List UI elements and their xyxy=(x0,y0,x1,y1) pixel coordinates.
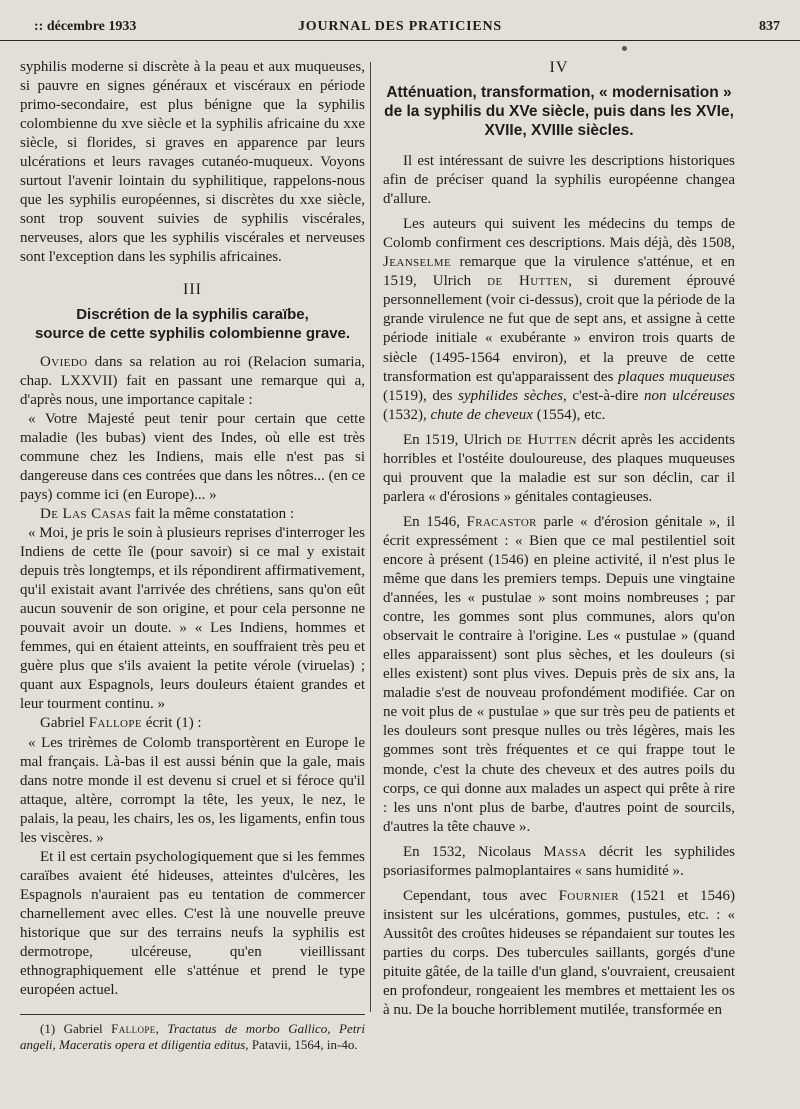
paragraph-text: fait la même constatation : xyxy=(131,505,295,522)
section-title-line-1: Discrétion de la syphilis caraïbe, xyxy=(76,305,309,323)
author-name: Fracastor xyxy=(466,513,537,530)
paragraph-text: remarque que la virulence s'atténue, et en 1519, Ulrich xyxy=(383,254,735,290)
paragraph-text: Gabriel xyxy=(40,715,89,732)
journal-title: JOURNAL DES PRATICIENS xyxy=(297,19,503,34)
paragraph-text: décrit après les accidents horribles et l'ostéite douloureuse, des plaques muqueuses qui prouvent que la maladie est sur son déclin, car il parlera « d'érosions » génitales contagieuses. xyxy=(383,431,735,505)
paragraph-text: (1521 et 1546) insistent sur les ulcérations, gommes, pustules, etc. : « Aussitôt des croûtes hideuses se répandaient sur toutes les parties du corps. Des tubercules saillants, gorgés d'une pituite gâtée, de la taille d'un gland, s'ouvraient, creusaient en profondeur, rongeaient les membres et mettaient les os à nu. De la bouche horriblement mutilée, transformée en xyxy=(383,887,735,1019)
paragraph xyxy=(383,431,735,507)
paragraph-text: écrit (1) : xyxy=(142,715,202,732)
column-divider xyxy=(370,62,371,1012)
section-number: IV xyxy=(549,59,569,76)
footnote-text: Patavii, 1564, in-4o. xyxy=(248,1037,358,1053)
section-title-line-2: source de cette syphilis colombienne grave. xyxy=(34,324,351,342)
paragraph xyxy=(383,843,735,881)
author-name: De Las Casas xyxy=(40,505,132,522)
book-title: Tractatus de morbo Gallico, Petri angeli, Maceratis opera et diligentia editus, xyxy=(20,1021,365,1053)
author-name: Jeanselme xyxy=(383,254,452,271)
author-name: Fallope xyxy=(88,715,143,732)
paragraph-text: En 1519, Ulrich xyxy=(403,431,507,448)
conclusion-paragraph: Et il est certain psychologiquement que si les femmes caraïbes avaient été hideuses, atteintes d'ulcères, les Espagnols n'auraient pas eu tentation de commercer charnellement avec elles. C'est là une nouvelle preuve historique que sur des terrains neufs la syphilis est dermotrope, ulcéreuse, qu'en vieillissant ethnographiquement elle s'atténue et prend le type européen actuel. xyxy=(20,848,365,999)
paragraph-text: Les auteurs qui suivent les médecins du temps de Colomb confirment ces descriptions. Mais déjà, dès 1508, xyxy=(383,216,735,252)
footnote: (1) Gabriel Fallope, Tractatus de morbo Gallico, Petri angeli, Maceratis opera et diligentia editus, Patavii, 1564, in-4o. xyxy=(20,1021,365,1053)
paragraph-text: , si durement éprouvé personnellement (voir ci-dessus), croit que la période de la grande virulence ne fut que de sept ans, et assigne à cette période initiale « exubérante » environ trois quarts de siècle (1495-1564 environ), et la preuve de cette transformation est qu'apparaissent des xyxy=(383,273,735,385)
paragraph xyxy=(383,887,735,1020)
page-header xyxy=(0,0,800,41)
paragraph xyxy=(383,513,735,837)
casas-paragraph xyxy=(20,505,365,524)
paragraph-text: Cependant, tous avec xyxy=(403,887,559,904)
author-name: Oviedo xyxy=(40,353,88,370)
fallope-quote: « Les trirèmes de Colomb transportèrent en Europe le mal français. Là-bas il est aussi bénin que la gale, mais dans notre monde il est devenu si cruel et si féroce qu'il attaque, altère, corrompt la tête, les yeux, le nez, le palais, la peau, les chairs, les os, les ligaments, enfin tous les viscères. » xyxy=(20,734,365,846)
issue-date: :: décembre 1933 xyxy=(34,19,137,34)
paragraph-text: En 1546, xyxy=(403,513,467,530)
paragraph xyxy=(383,215,735,425)
fallope-paragraph xyxy=(20,714,365,733)
right-column xyxy=(383,58,735,1020)
left-column xyxy=(20,58,365,1053)
ink-dot xyxy=(622,46,627,51)
paragraph-text: , c'est-à-dire xyxy=(562,387,645,404)
paragraph-text: décrit les syphilides psoriasiformes palmoplantaires « sans humidité ». xyxy=(383,843,735,879)
paragraph-text: (1532), xyxy=(383,406,431,423)
term: syphilides sèches xyxy=(458,387,563,404)
author-name: Fournier xyxy=(558,887,619,904)
paragraph-text: (1519), des xyxy=(383,387,459,404)
section-title xyxy=(20,305,365,343)
author-name: Massa xyxy=(543,843,587,860)
footnote-text: (1) Gabriel xyxy=(40,1021,112,1037)
author-name: de Hutten xyxy=(506,431,577,448)
oviedo-quote: « Votre Majesté peut tenir pour certain que cette maladie (les bubas) vient des Indes, où elle est très commune chez les Indiens, mais elle n'est pas si dangereuse dans ces contrées que dans les nôtres... (en ce pays) comme ici (en Europe)... » xyxy=(20,410,365,503)
term: non ulcéreuses xyxy=(644,387,735,404)
term: plaques muqueuses xyxy=(617,368,735,385)
paragraph-text: dans sa relation au roi (Relacion sumaria, chap. LXXVII) fait en passant une remarque qui a, d'après nous, une importance capitale : xyxy=(20,353,365,408)
footnote-rule xyxy=(20,1014,365,1015)
paragraph: Il est intéressant de suivre les descriptions historiques afin de préciser quand la syphilis européenne changea d'allure. xyxy=(383,153,735,208)
oviedo-paragraph xyxy=(20,353,365,410)
section-number: III xyxy=(183,280,202,298)
term: chute de cheveux xyxy=(430,406,533,423)
author-name: Fallope xyxy=(111,1021,156,1037)
page-number: 837 xyxy=(759,19,780,34)
section-title: Atténuation, transformation, « modernisation » de la syphilis du XVe siècle, puis dans les XVIe, XVIIe, XVIIIe siècles. xyxy=(384,84,734,140)
casas-quote: « Moi, je pris le soin à plusieurs reprises d'interroger les Indiens de cette île (pour savoir) si ce mal y existait depuis très longtemps, et ils répondirent affirmativement, qu'il existait avant l'arrivée des chrétiens, sans qu'on eût aucun souvenir de son origine, et pour cela personne ne pouvait avoir un doute. » « Les Indiens, hommes et femmes, qui en étaient atteints, en souffraient très peu et guère plus que s'ils avaient la petite vérole (viruelas) ; quant aux Espagnols, leurs douleurs étaient grandes et leur tourment continu. » xyxy=(20,524,365,713)
paragraph-text: (1554), etc. xyxy=(532,406,606,423)
paragraph-text: parle « d'érosion génitale », il écrit expressément : « Bien que ce mal pestilentiel soit encore à présent (1546) en pleine activité, il n'est plus le même que dans les premiers temps. Depuis une vingtaine d'années, les « pustulae » sont moins nombreuses ; par contre, les gommes sont plus communes, alors qu'on observait le contraire à l'origine. Les « pustulae » (quand elles apparaissent) sont plus sèches, et les douleurs (si elles existent) sont plus vives. Depuis près de six ans, la maladie s'est de nouveau profondément modifiée. Car on ne voit plus de « pustulae » que sur très peu de patients et les douleurs sont presque nulles ou très légères, mais les gommes sont très fréquentes et ce qui frappe tout le monde, c'est la chute des cheveux et des autres poils du corps, ce qui donne aux malades un aspect qui prête à rire : les uns n'ont plus de barbe, d'autres point de sourcils, d'autres la tête chauve ». xyxy=(383,513,735,835)
author-name: de Hutten xyxy=(487,273,569,290)
paragraph-text: En 1532, Nicolaus xyxy=(403,843,544,860)
intro-paragraph: syphilis moderne si discrète à la peau et aux muqueuses, si pauvre en signes généraux et viscéraux en période primo-secondaire, est plus bénigne que la syphilis colombienne du xve siècle et la syphilis africaine du xxe siècle, si florides, si graves en apparence par leurs ulcérations et leurs ravages cutanéo-muqueux. Voyons surtout l'avenir lointain du syphilitique, rappelons-nous que les syphilis européennes, si discrètes du xxe siècle, sont trop souvent suivies de syphilis viscérales, nerveuses, alors que les syphilis viscérales et nerveuses sont l'exception dans les syphilis africaines. xyxy=(20,59,365,266)
